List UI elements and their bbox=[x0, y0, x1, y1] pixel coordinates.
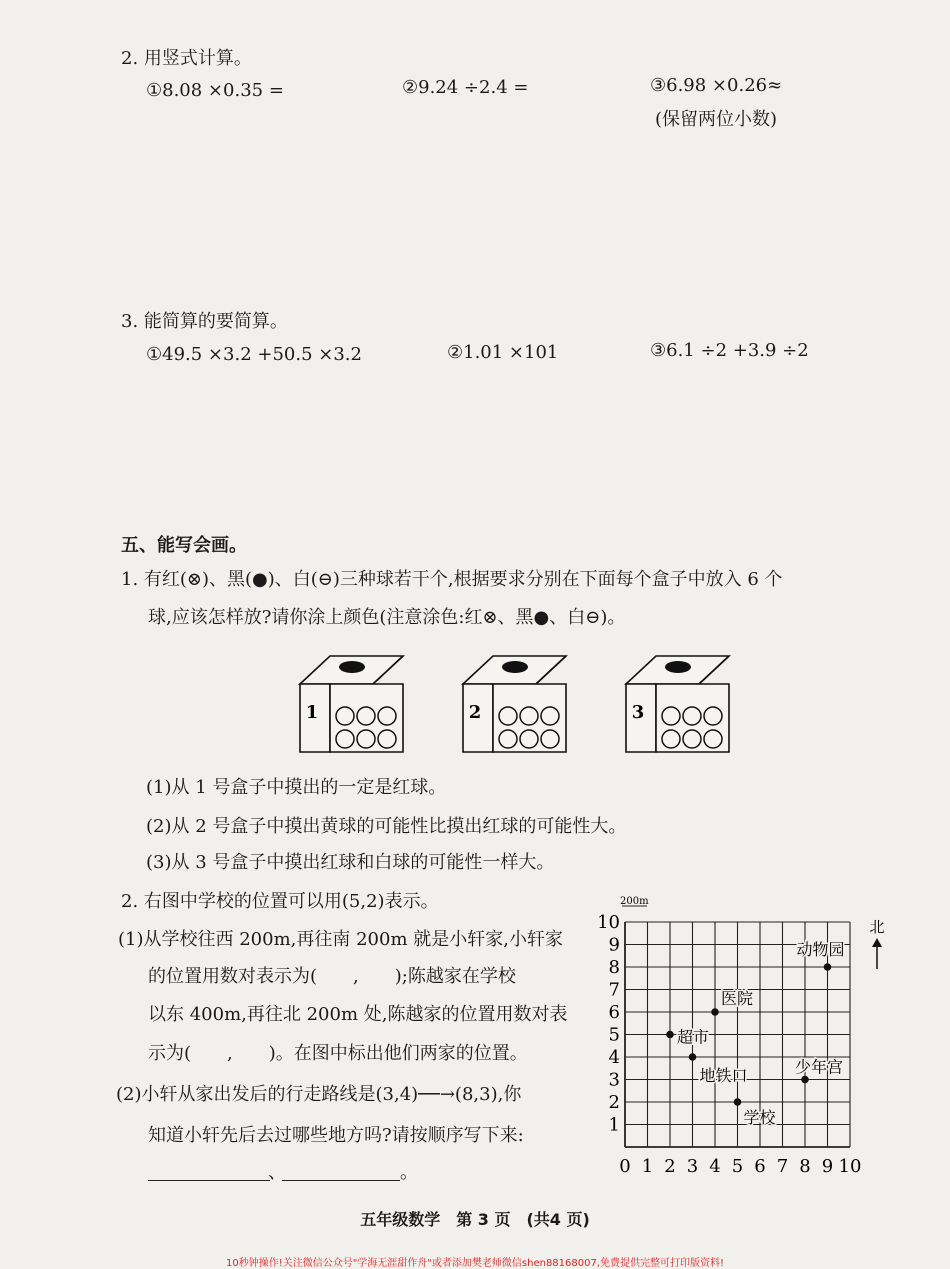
q2-rounding-note: (保留两位小数) bbox=[655, 109, 778, 130]
q51-sub-1: (1)从 1 号盒子中摸出的一定是红球。 bbox=[146, 777, 447, 798]
q51-sub-3: (3)从 3 号盒子中摸出红球和白球的可能性一样大。 bbox=[146, 852, 555, 873]
x-tick-label: 10 bbox=[838, 1156, 862, 1177]
place-dot bbox=[711, 1008, 719, 1016]
box-label: 2 bbox=[468, 702, 482, 723]
q52-part2-line1: (2)小轩从家出发后的行走路线是(3,4)──→(8,3),你 bbox=[116, 1084, 522, 1105]
place-label: 少年宫 bbox=[795, 1057, 844, 1077]
q2-item-3: ③6.98 ×0.26≈ bbox=[650, 75, 783, 96]
q2-item-1: ①8.08 ×0.35 = bbox=[146, 80, 284, 101]
y-tick-label: 3 bbox=[608, 1069, 620, 1091]
place-label: 动物园 bbox=[796, 940, 845, 959]
box-slot bbox=[665, 661, 691, 673]
place-dot bbox=[689, 1053, 697, 1061]
box-label: 3 bbox=[631, 702, 645, 723]
q3-title: 3. 能简算的要简算。 bbox=[121, 311, 288, 332]
q3-item-2: ②1.01 ×101 bbox=[447, 342, 559, 363]
y-tick-label: 8 bbox=[608, 957, 620, 978]
place-dot bbox=[801, 1076, 809, 1084]
q52-intro: 2. 右图中学校的位置可以用(5,2)表示。 bbox=[121, 891, 439, 912]
place-dot bbox=[824, 963, 832, 971]
x-tick-label: 8 bbox=[799, 1156, 811, 1177]
place-label: 医院 bbox=[721, 989, 754, 1008]
answer-blank-2[interactable] bbox=[282, 1180, 400, 1181]
box-slot bbox=[339, 661, 365, 673]
q52-part1-line3: 以东 400m,再往北 200m 处,陈越家的位置用数对表 bbox=[148, 1004, 568, 1025]
y-tick-label: 4 bbox=[608, 1047, 620, 1068]
box-front-face bbox=[656, 684, 729, 752]
answer-separator: 、 bbox=[268, 1162, 286, 1183]
ball-box-3 bbox=[626, 656, 729, 752]
y-tick-label: 7 bbox=[608, 979, 620, 1001]
watermark-text: 10秒钟操作!关注微信公众号"学海无涯甜作舟"或者添加樊老师微信shen88168007,免费提供完整可打印版资料! bbox=[225, 1258, 725, 1269]
scale-label: 200m bbox=[620, 896, 649, 907]
y-tick-label: 6 bbox=[608, 1002, 620, 1023]
q52-part1-line2: 的位置用数对表示为( , );陈越家在学校 bbox=[148, 966, 516, 987]
ball-boxes-figure bbox=[0, 652, 950, 762]
q2-item-2: ②9.24 ÷2.4 = bbox=[402, 77, 529, 98]
x-tick-label: 6 bbox=[754, 1156, 766, 1177]
box-slot bbox=[502, 661, 528, 673]
x-tick-label: 3 bbox=[686, 1156, 699, 1177]
q51-text-line1: 1. 有红(⊗)、黑(●)、白(⊖)三种球若干个,根据要求分别在下面每个盒子中放入 6 个 bbox=[121, 569, 783, 590]
y-tick-label: 5 bbox=[608, 1024, 620, 1046]
x-tick-label: 1 bbox=[641, 1156, 654, 1177]
q52-part1-line1: (1)从学校往西 200m,再往南 200m 就是小轩家,小轩家 bbox=[118, 929, 563, 950]
q2-title: 2. 用竖式计算。 bbox=[121, 48, 252, 69]
x-tick-label: 2 bbox=[664, 1156, 676, 1177]
y-tick-label: 1 bbox=[608, 1114, 620, 1136]
place-label: 学校 bbox=[743, 1108, 776, 1127]
y-tick-label: 9 bbox=[608, 934, 620, 956]
place-dot bbox=[734, 1098, 742, 1106]
x-tick-label: 0 bbox=[619, 1156, 631, 1177]
x-tick-label: 4 bbox=[709, 1156, 721, 1177]
q51-sub-2: (2)从 2 号盒子中摸出黄球的可能性比摸出红球的可能性大。 bbox=[146, 816, 627, 837]
box-label: 1 bbox=[305, 702, 319, 723]
q3-item-1: ①49.5 ×3.2 +50.5 ×3.2 bbox=[146, 344, 362, 365]
ball-box-1 bbox=[300, 656, 403, 752]
north-label: 北 bbox=[869, 918, 885, 936]
place-label: 地铁口 bbox=[699, 1066, 748, 1085]
y-tick-label: 10 bbox=[597, 912, 620, 933]
place-dot bbox=[666, 1031, 674, 1039]
ball-box-2 bbox=[463, 656, 566, 752]
page-footer: 五年级数学 第 3 页 (共4 页) bbox=[360, 1210, 590, 1229]
x-tick-label: 9 bbox=[821, 1156, 834, 1177]
answer-blank-1[interactable] bbox=[148, 1180, 270, 1181]
q3-item-3: ③6.1 ÷2 +3.9 ÷2 bbox=[650, 340, 809, 361]
q51-text-line2: 球,应该怎样放?请你涂上颜色(注意涂色:红⊗、黑●、白⊖)。 bbox=[148, 607, 626, 628]
y-tick-label: 2 bbox=[608, 1092, 620, 1113]
box-front-face bbox=[330, 684, 403, 752]
box-front-face bbox=[493, 684, 566, 752]
answer-end-mark: 。 bbox=[400, 1162, 418, 1183]
north-arrowhead bbox=[872, 938, 882, 947]
q52-part2-line2: 知道小轩先后去过哪些地方吗?请按顺序写下来: bbox=[148, 1125, 524, 1146]
x-tick-label: 7 bbox=[776, 1156, 789, 1177]
position-grid-map bbox=[597, 895, 900, 1185]
place-label: 超市 bbox=[677, 1027, 710, 1047]
section-heading: 五、能写会画。 bbox=[121, 535, 247, 556]
x-tick-label: 5 bbox=[731, 1156, 744, 1177]
q52-part1-line4: 示为( , )。在图中标出他们两家的位置。 bbox=[148, 1043, 528, 1064]
